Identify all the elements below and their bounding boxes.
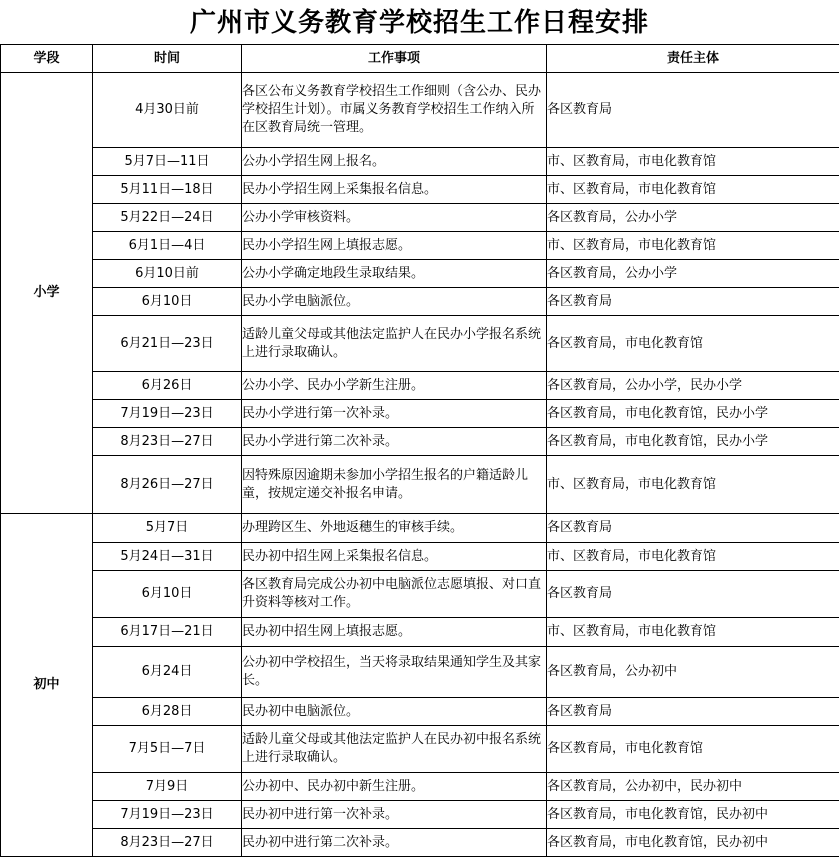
responsible-cell: 各区教育局，市电化教育馆，民办初中 [547, 829, 839, 857]
responsible-cell: 各区教育局，公办小学 [547, 260, 839, 288]
time-cell: 4月30日前 [93, 73, 242, 148]
time-cell: 6月10日 [93, 288, 242, 316]
table-row [1, 372, 839, 400]
time-cell: 6月1日—4日 [93, 232, 242, 260]
task-cell: 民办小学招生网上采集报名信息。 [242, 176, 547, 204]
responsible-cell: 各区教育局，公办小学 [547, 204, 839, 232]
time-cell: 5月7日 [93, 514, 242, 543]
time-cell: 8月23日—27日 [93, 428, 242, 456]
task-cell: 民办初中招生网上采集报名信息。 [242, 543, 547, 571]
schedule-table [0, 44, 839, 857]
time-cell: 6月17日—21日 [93, 618, 242, 647]
responsible-cell: 各区教育局 [547, 73, 839, 148]
time-cell: 8月26日—27日 [93, 456, 242, 514]
time-cell: 6月26日 [93, 372, 242, 400]
task-cell: 公办初中、民办初中新生注册。 [242, 773, 547, 801]
task-cell: 民办小学电脑派位。 [242, 288, 547, 316]
table-row [1, 204, 839, 232]
task-cell: 民办初中招生网上填报志愿。 [242, 618, 547, 647]
table-row [1, 232, 839, 260]
responsible-cell: 市、区教育局，市电化教育馆 [547, 543, 839, 571]
header-time: 时间 [93, 45, 242, 73]
time-cell: 5月11日—18日 [93, 176, 242, 204]
task-cell: 各区公布义务教育学校招生工作细则（含公办、民办学校招生计划）。市属义务教育学校招生工作纳入所在区教育局统一管理。 [242, 73, 547, 148]
table-row [1, 647, 839, 698]
time-cell: 6月21日—23日 [93, 316, 242, 372]
task-cell: 民办初中进行第二次补录。 [242, 829, 547, 857]
table-row [1, 571, 839, 618]
table-row [1, 618, 839, 647]
time-cell: 7月19日—23日 [93, 801, 242, 829]
table-row [1, 73, 839, 148]
table-row [1, 400, 839, 428]
table-row [1, 773, 839, 801]
table-row [1, 543, 839, 571]
table-row [1, 148, 839, 176]
time-cell: 7月9日 [93, 773, 242, 801]
task-cell: 民办小学招生网上填报志愿。 [242, 232, 547, 260]
task-cell: 办理跨区生、外地返穗生的审核手续。 [242, 514, 547, 543]
table-row [1, 514, 839, 543]
task-cell: 民办小学进行第一次补录。 [242, 400, 547, 428]
table-row [1, 288, 839, 316]
table-body [1, 73, 839, 857]
page-title: 广州市义务教育学校招生工作日程安排 [189, 8, 649, 38]
responsible-cell: 各区教育局，市电化教育馆，民办初中 [547, 801, 839, 829]
responsible-cell: 各区教育局 [547, 571, 839, 618]
time-cell: 5月7日—11日 [93, 148, 242, 176]
task-cell: 民办初中进行第一次补录。 [242, 801, 547, 829]
task-cell: 公办小学招生网上报名。 [242, 148, 547, 176]
task-cell: 公办小学审核资料。 [242, 204, 547, 232]
table-header-row [1, 45, 839, 73]
table-row [1, 726, 839, 773]
time-cell: 7月5日—7日 [93, 726, 242, 773]
responsible-cell: 各区教育局，公办初中，民办初中 [547, 773, 839, 801]
time-cell: 8月23日—27日 [93, 829, 242, 857]
responsible-cell: 各区教育局，公办小学，民办小学 [547, 372, 839, 400]
table-row [1, 456, 839, 514]
task-cell: 各区教育局完成公办初中电脑派位志愿填报、对口直升资料等核对工作。 [242, 571, 547, 618]
responsible-cell: 市、区教育局，市电化教育馆 [547, 618, 839, 647]
header-stage: 学段 [1, 45, 93, 73]
table-row [1, 176, 839, 204]
time-cell: 7月19日—23日 [93, 400, 242, 428]
time-cell: 6月28日 [93, 698, 242, 726]
table-row [1, 801, 839, 829]
responsible-cell: 市、区教育局，市电化教育馆 [547, 148, 839, 176]
responsible-cell: 市、区教育局，市电化教育馆 [547, 232, 839, 260]
table-row [1, 260, 839, 288]
time-cell: 5月22日—24日 [93, 204, 242, 232]
task-cell: 因特殊原因逾期未参加小学招生报名的户籍适龄儿童，按规定递交补报名申请。 [242, 456, 547, 514]
responsible-cell: 市、区教育局，市电化教育馆 [547, 176, 839, 204]
stage-cell: 初中 [1, 514, 93, 857]
task-cell: 民办初中电脑派位。 [242, 698, 547, 726]
stage-cell: 小学 [1, 73, 93, 514]
task-cell: 公办小学、民办小学新生注册。 [242, 372, 547, 400]
responsible-cell: 市、区教育局，市电化教育馆 [547, 456, 839, 514]
time-cell: 6月24日 [93, 647, 242, 698]
responsible-cell: 各区教育局，市电化教育馆 [547, 316, 839, 372]
responsible-cell: 各区教育局 [547, 698, 839, 726]
header-responsible: 责任主体 [547, 45, 839, 73]
responsible-cell: 各区教育局 [547, 514, 839, 543]
table-row [1, 428, 839, 456]
header-task: 工作事项 [242, 45, 547, 73]
responsible-cell: 各区教育局，市电化教育馆，民办小学 [547, 428, 839, 456]
task-cell: 适龄儿童父母或其他法定监护人在民办小学报名系统上进行录取确认。 [242, 316, 547, 372]
table-row [1, 829, 839, 857]
time-cell: 6月10日 [93, 571, 242, 618]
responsible-cell: 各区教育局，市电化教育馆，民办小学 [547, 400, 839, 428]
task-cell: 公办小学确定地段生录取结果。 [242, 260, 547, 288]
table-row [1, 316, 839, 372]
responsible-cell: 各区教育局 [547, 288, 839, 316]
responsible-cell: 各区教育局，市电化教育馆 [547, 726, 839, 773]
task-cell: 民办小学进行第二次补录。 [242, 428, 547, 456]
task-cell: 适龄儿童父母或其他法定监护人在民办初中报名系统上进行录取确认。 [242, 726, 547, 773]
task-cell: 公办初中学校招生，当天将录取结果通知学生及其家长。 [242, 647, 547, 698]
time-cell: 5月24日—31日 [93, 543, 242, 571]
responsible-cell: 各区教育局，公办初中 [547, 647, 839, 698]
time-cell: 6月10日前 [93, 260, 242, 288]
table-row [1, 698, 839, 726]
